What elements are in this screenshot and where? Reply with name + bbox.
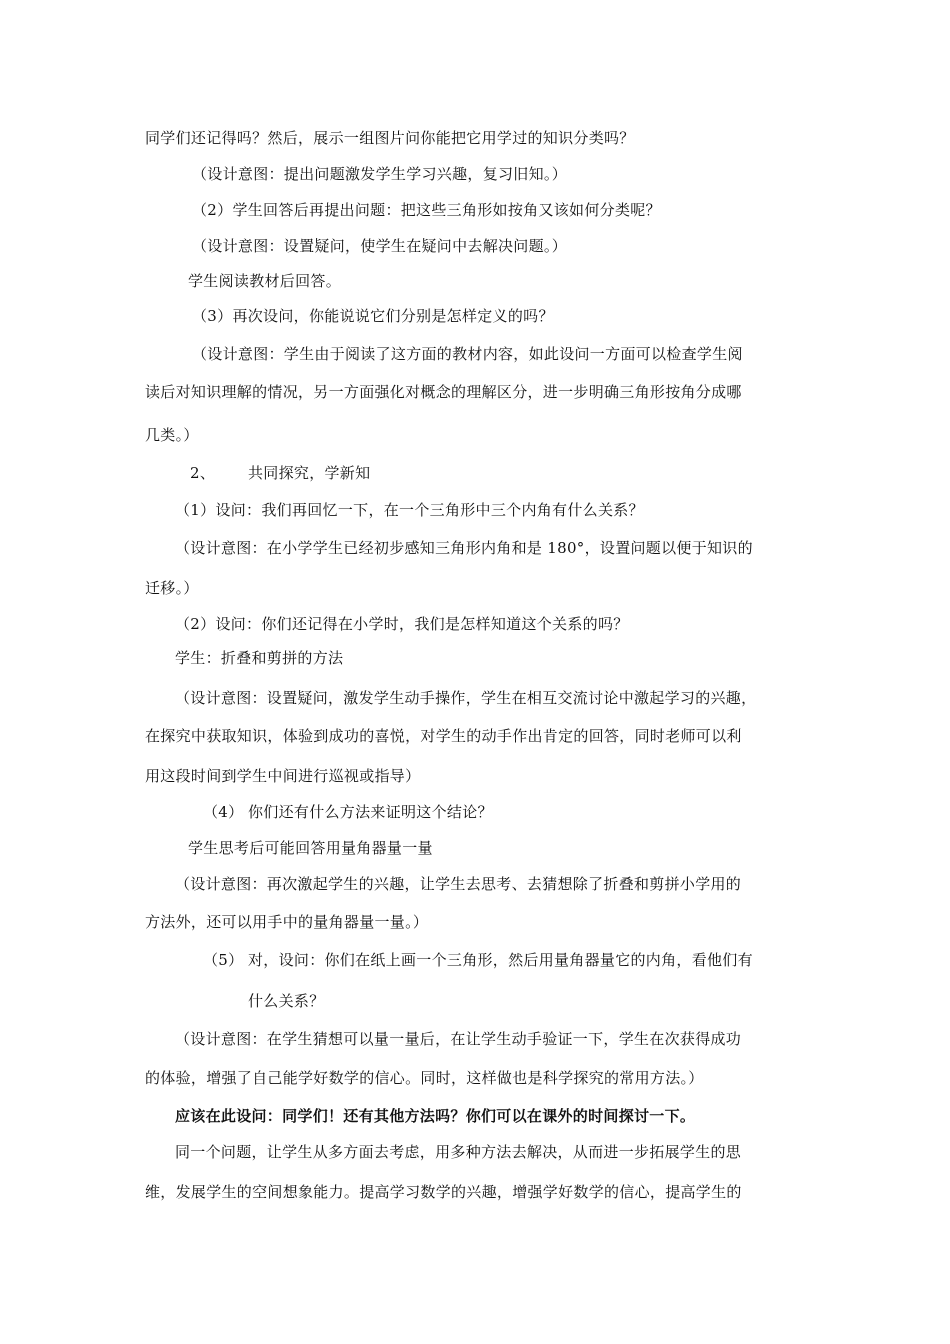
paragraph-line: 的体验，增强了自己能学好数学的信心。同时，这样做也是科学探究的常用方法。）	[145, 1069, 704, 1087]
design-intent-line: （设计意图：设置疑问，激发学生动手操作，学生在相互交流讨论中激起学习的兴趣，	[175, 689, 757, 707]
design-intent-line: （设计意图：在学生猜想可以量一量后，在让学生动手验证一下，学生在次获得成功	[175, 1030, 742, 1048]
design-intent-line: （设计意图：再次激起学生的兴趣，让学生去思考、去猜想除了折叠和剪拼小学用的	[175, 875, 742, 893]
question-line: 什么关系？	[248, 992, 325, 1010]
question-line: （3）再次设问，你能说说它们分别是怎样定义的吗？	[192, 307, 554, 325]
section-heading: 共同探究，学新知	[248, 464, 371, 482]
question-line: （2）学生回答后再提出问题：把这些三角形如按角又该如何分类呢？	[192, 201, 661, 219]
design-intent-line: （设计意图：学生由于阅读了这方面的教材内容，如此设问一方面可以检查学生阅	[192, 345, 743, 363]
question-line: （1）设问：我们再回忆一下，在一个三角形中三个内角有什么关系？	[175, 501, 644, 519]
item-number: （4）	[203, 803, 244, 821]
paragraph-line: 同一个问题，让学生从多方面去考虑，用多种方法去解决，从而进一步拓展学生的思	[175, 1143, 742, 1161]
paragraph-line: 方法外，还可以用手中的量角器量一量。）	[145, 913, 429, 931]
question-line: 你们还有什么方法来证明这个结论？	[248, 803, 493, 821]
paragraph-line: 读后对知识理解的情况，另一方面强化对概念的理解区分，进一步明确三角形按角分成哪	[145, 383, 742, 401]
design-intent-line: （设计意图：在小学学生已经初步感知三角形内角和是 180°，设置问题以便于知识的	[175, 539, 753, 557]
paragraph-line: 在探究中获取知识，体验到成功的喜悦，对学生的动手作出肯定的回答，同时老师可以利	[145, 727, 742, 745]
question-line: 对，设问：你们在纸上画一个三角形，然后用量角器量它的内角，看他们有	[248, 951, 753, 969]
paragraph-line: 学生阅读教材后回答。	[188, 272, 342, 290]
paragraph-line: 学生：折叠和剪拼的方法	[175, 649, 344, 667]
paragraph-line: 学生思考后可能回答用量角器量一量	[188, 839, 433, 857]
emphasis-line: 应该在此设问：同学们！还有其他方法吗？你们可以在课外的时间探讨一下。	[175, 1107, 696, 1125]
design-intent-line: （设计意图：设置疑问，使学生在疑问中去解决问题。）	[192, 237, 568, 255]
design-intent-line: （设计意图：提出问题激发学生学习兴趣，复习旧知。）	[192, 165, 568, 183]
paragraph-line: 几类。）	[145, 426, 199, 444]
paragraph-line: 迁移。）	[145, 579, 199, 597]
paragraph-line: 维，发展学生的空间想象能力。提高学习数学的兴趣，增强学好数学的信心，提高学生的	[145, 1183, 742, 1201]
question-line: （2）设问：你们还记得在小学时，我们是怎样知道这个关系的吗？	[175, 615, 629, 633]
section-number: 2、	[190, 464, 216, 482]
paragraph-line: 用这段时间到学生中间进行巡视或指导）	[145, 767, 421, 785]
item-number: （5）	[203, 951, 244, 969]
paragraph-line: 同学们还记得吗？然后，展示一组图片问你能把它用学过的知识分类吗？	[145, 129, 635, 147]
